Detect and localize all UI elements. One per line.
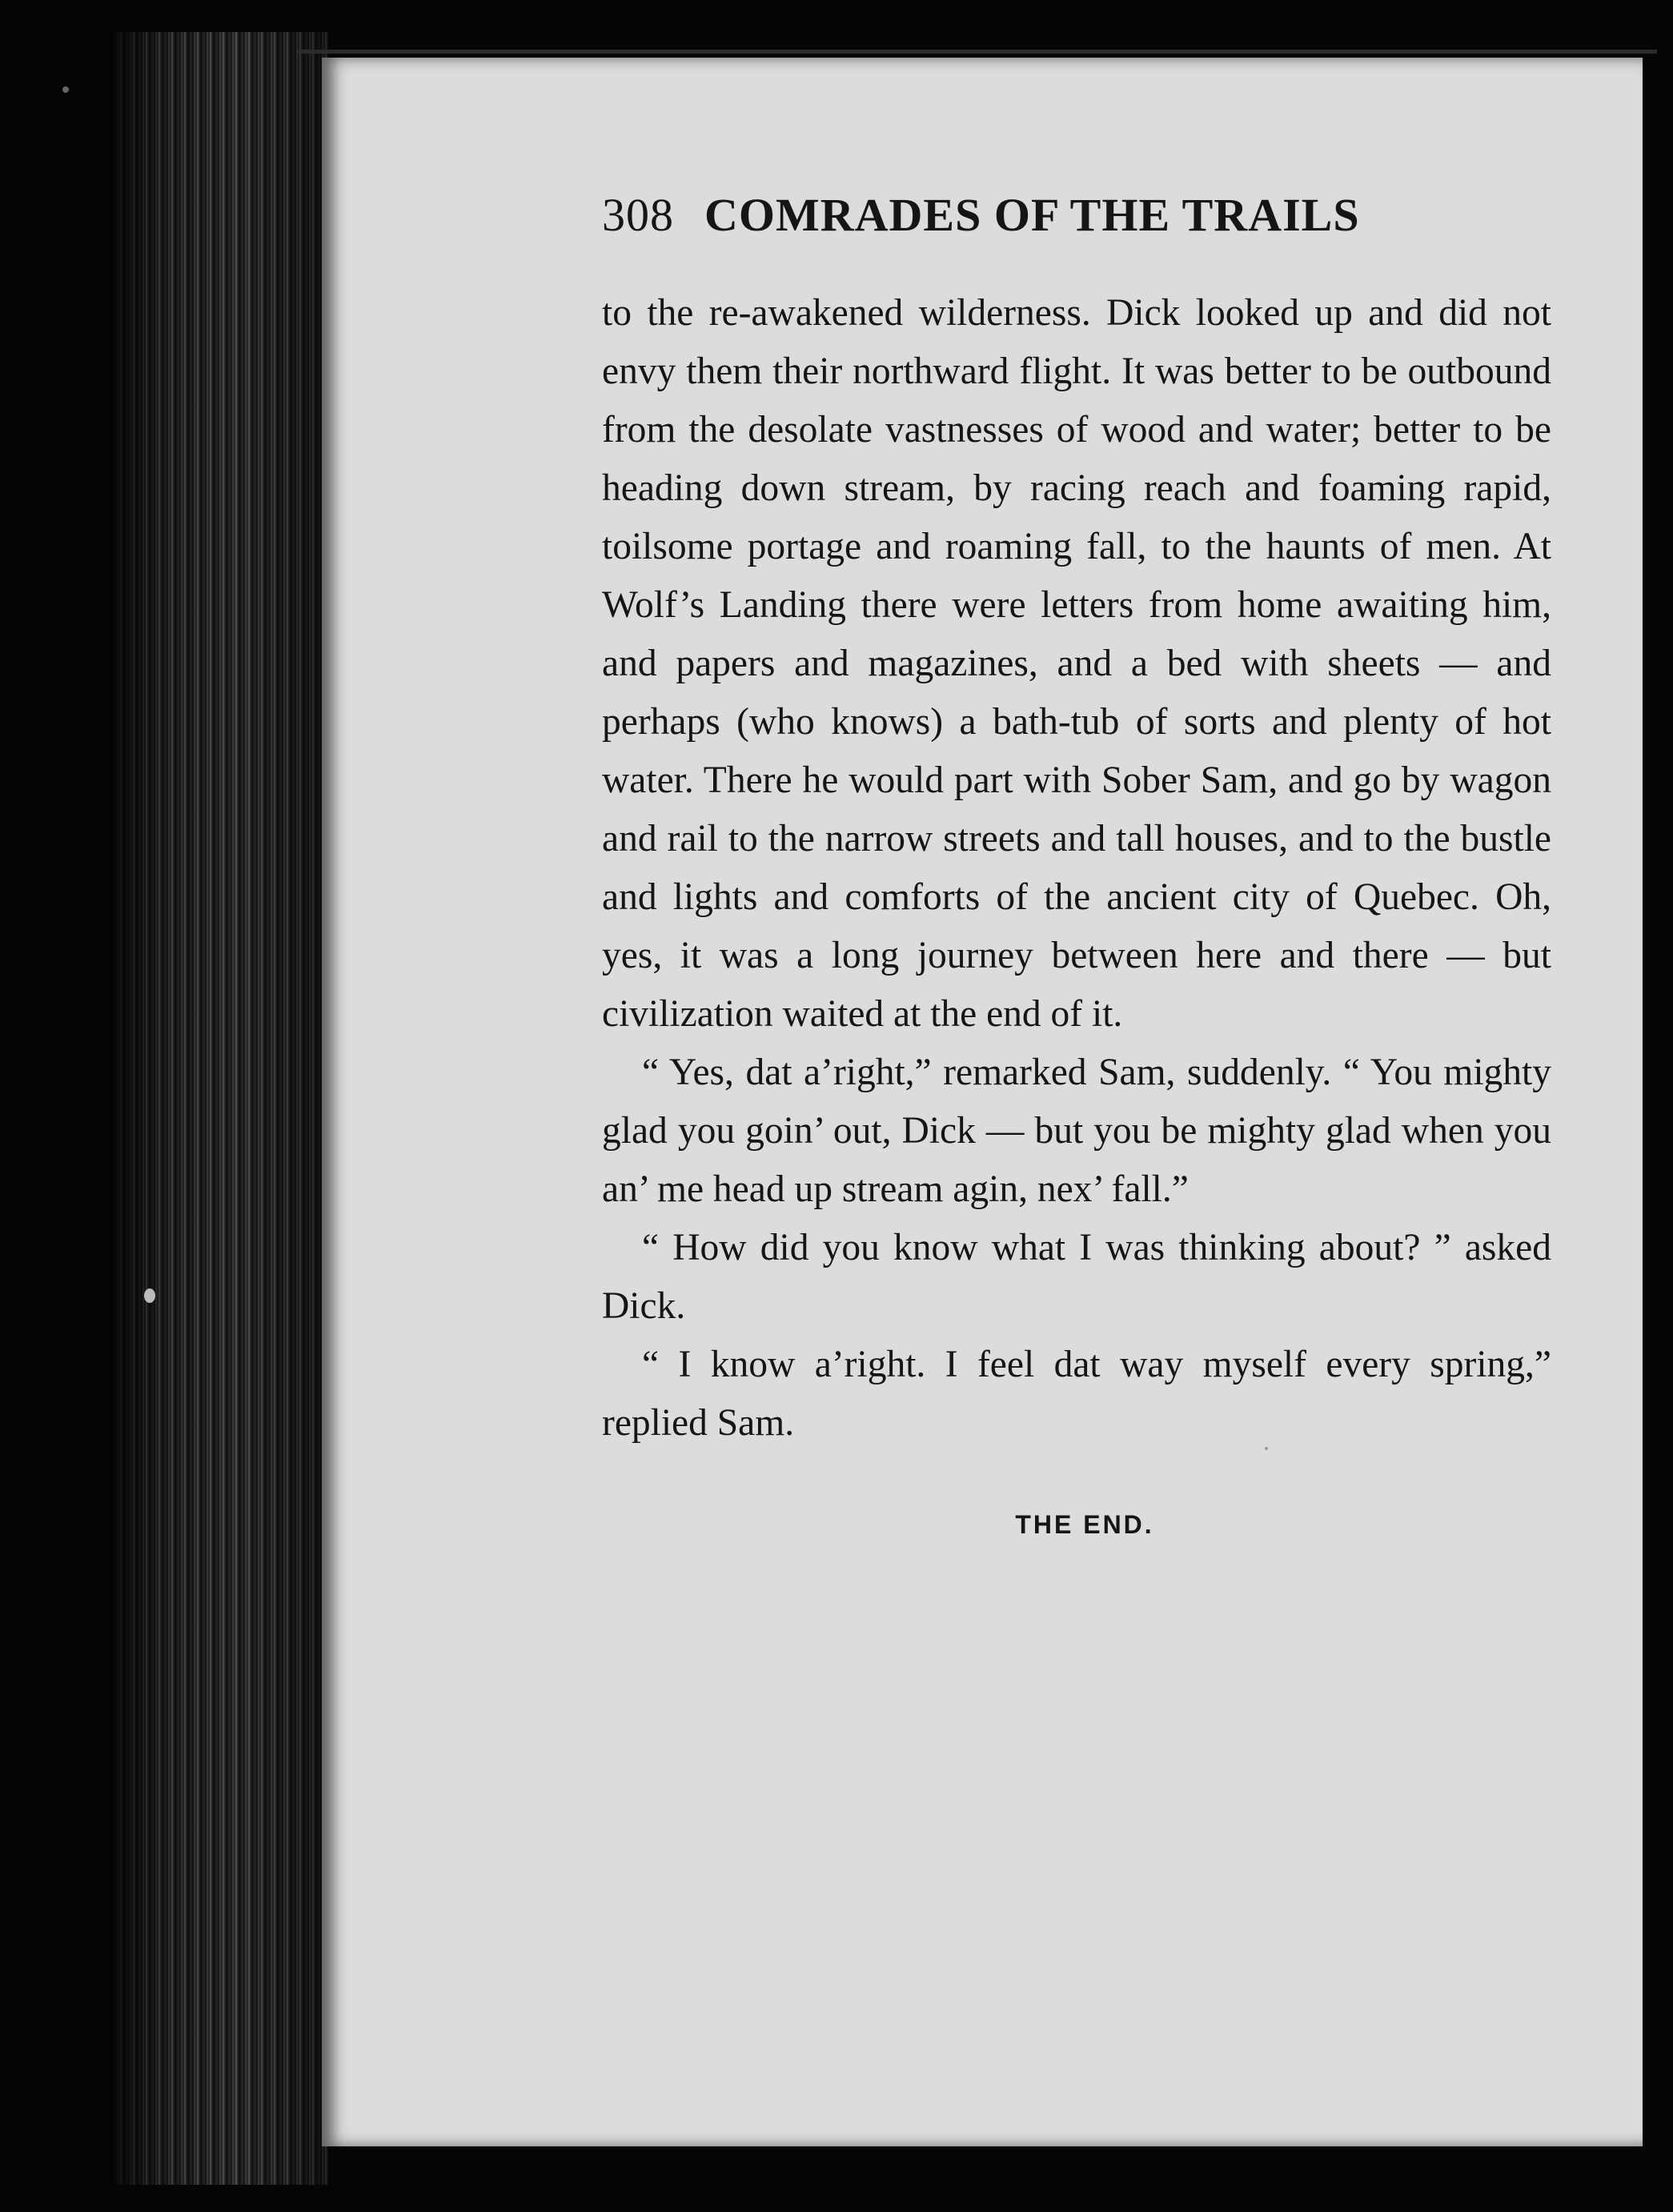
page-text-block [602,188,1551,1540]
running-head [602,188,1551,252]
paragraph: to the re-awakened wilderness. Dick looked up and did not envy them their northward flight. It was better to be outbound from the desolate vastnesses of wood and water; better to be heading down stream, by racing reach and foaming rapid, toilsome portage and roaming fall, to the haunts of men. At Wolf’s Landing there were letters from home awaiting him, and papers and magazines, and a bed with sheets — and perhaps (who knows) a bath-tub of sorts and plenty of hot water. There he would part with Sober Sam, and go by wagon and rail to the narrow streets and tall houses, and to the bustle and lights and comforts of the ancient city of Quebec. Oh, yes, it was a long journey between here and there — but civilization waited at the end of it. [602,292,1551,1035]
dust-speck [62,86,69,93]
fore-edge-shadow [112,32,328,2185]
paragraph: “ I know a’right. I feel dat way myself every spring,” replied Sam. [602,1344,1551,1444]
the-end-mark: THE END. [1015,1510,1154,1539]
page-top-edge [296,50,1657,54]
paragraph: “ Yes, dat a’right,” remarked Sam, suddenly. “ You mighty glad you goin’ out, Dick — but you be mighty glad when you an’ me head up stream agin, nex’ fall.” [602,1052,1551,1210]
dust-speck [144,1288,155,1303]
page-number: 308 [602,189,674,241]
book-title: COMRADES OF THE TRAILS [704,189,1360,241]
paragraph: “ How did you know what I was thinking about? ” asked Dick. [602,1227,1551,1327]
